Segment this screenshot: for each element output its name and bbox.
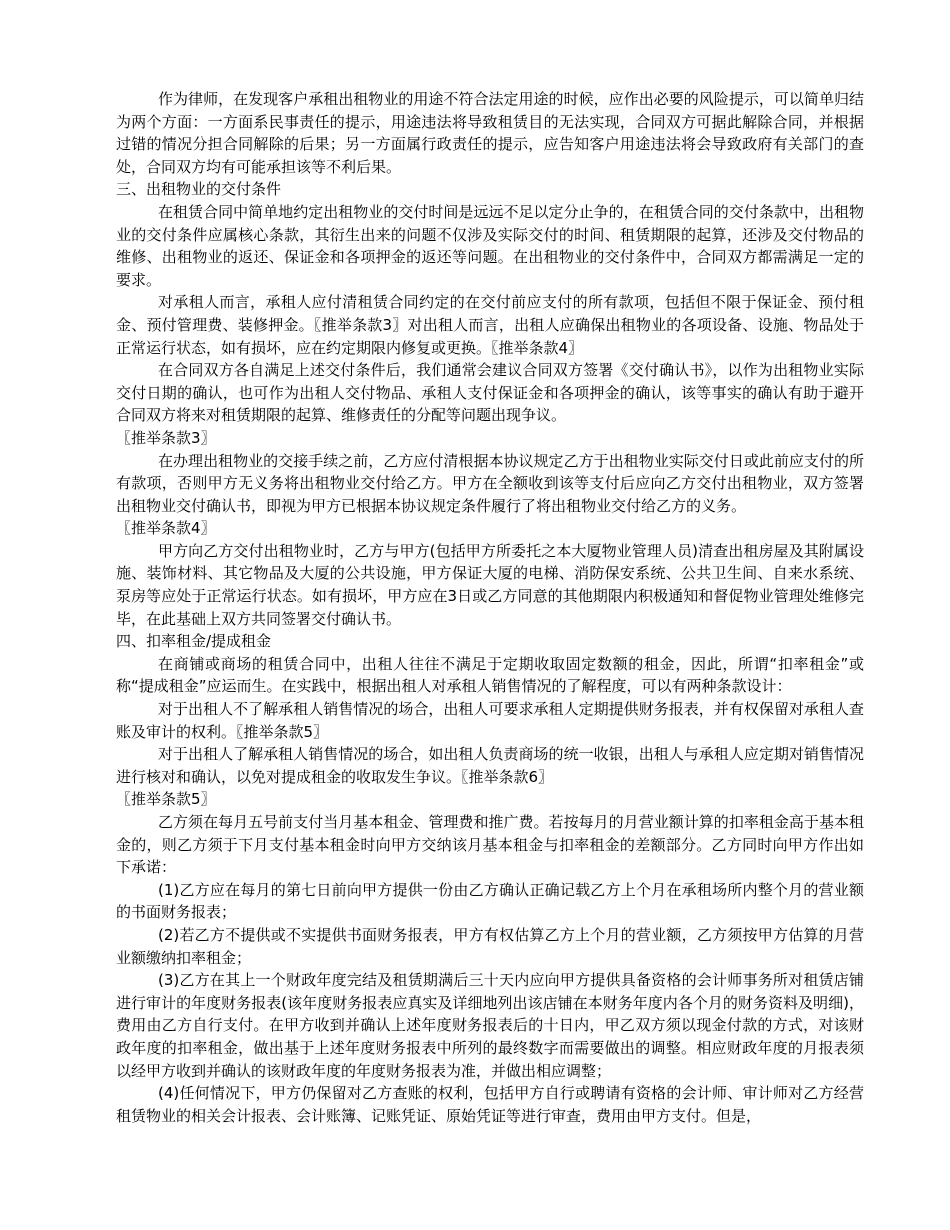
paragraph-delivery-confirmation: 在合同双方各自满足上述交付条件后，我们通常会建议合同双方签署《交付确认书》，以作为出租物业实际交付日期的确认，也可作为出租人交付物品、承租人支付保证金和各项押金的确认，该等事实的确认有助于避开合同双方将来对租赁期限的起算、维修责任的分配等问题出现争议。 — [116, 361, 864, 425]
paragraph-delivery-core-clause: 在租赁合同中简单地约定出租物业的交付时间是远远不足以定分止争的，在租赁合同的交付条款中，出租物业的交付条件应属核心条款，其衍生出来的问题不仅涉及实际交付的时间、租赁期限的起算，还涉及交付物品的维修、出租物业的返还、保证金和各项押金的返还等问题。在出租物业的交付条件中，合同双方都需满足一定的要求。 — [116, 202, 864, 289]
paragraph-known-sales-case: 对于出租人了解承租人销售情况的场合，如出租人负责商场的统一收银，出租人与承租人应定期对销售情况进行核对和确认，以免对提成租金的收取发生争议。〖推举条款6〗 — [116, 745, 864, 786]
clause-5-item-4: (4)任何情况下，甲方仍保留对乙方查账的权利，包括甲方自行或聘请有资格的会计师、审计师对乙方经营租赁物业的相关会计报表、会计账簿、记账凭证、原始凭证等进行审查，费用由甲方支付。但是， — [116, 1084, 864, 1125]
section-heading-percentage-rent: 四、扣率租金/提成租金 — [116, 632, 272, 651]
clause-label-4: 〖推举条款4〗 — [116, 519, 216, 538]
section-heading-delivery-conditions: 三、出租物业的交付条件 — [116, 180, 282, 199]
clause-label-3: 〖推举条款3〗 — [116, 428, 216, 447]
paragraph-lawyer-risk-warning: 作为律师，在发现客户承租出租物业的用途不符合法定用途的时候，应作出必要的风险提示，可以简单归结为两个方面：一方面系民事责任的提示，用途违法将导致租赁目的无法实现，合同双方可据此解除合同，并根据过错的情况分担合同解除的后果；另一方面属行政责任的提示，应告知客户用途违法将会导致政府有关部门的查处，合同双方均有可能承担该等不利后果。 — [116, 90, 864, 176]
clause-5-text: 乙方须在每月五号前支付当月基本租金、管理费和推广费。若按每月的月营业额计算的扣率租金高于基本租金的，则乙方须于下月支付基本租金时向甲方交纳该月基本租金与扣率租金的差额部分。乙方同时向甲方作出如下承诺： — [116, 813, 864, 877]
clause-5-item-1: (1)乙方应在每月的第七日前向甲方提供一份由乙方确认正确记载乙方上个月在承租场所内整个月的营业额的书面财务报表； — [116, 880, 864, 922]
document-body — [116, 88, 864, 1127]
paragraph-tenant-landlord-obligations: 对承租人而言，承租人应付清租赁合同约定的在交付前应支付的所有款项，包括但不限于保证金、预付租金、预付管理费、装修押金。〖推举条款3〗对出租人而言，出租人应确保出租物业的各项设备、设施、物品处于正常运行状态，如有损坏，应在约定期限内修复或更换。〖推举条款4〗 — [116, 293, 864, 357]
clause-label-5: 〖推举条款5〗 — [116, 790, 216, 809]
paragraph-percentage-rent-intro: 在商铺或商场的租赁合同中，出租人往往不满足于定期收取固定数额的租金，因此，所谓“扣率租金”或称“提成租金”应运而生。在实践中，根据出租人对承租人销售情况的了解程度，可以有两种条款设计： — [116, 654, 864, 696]
paragraph-unknown-sales-case: 对于出租人不了解承租人销售情况的场合，出租人可要求承租人定期提供财务报表，并有权保留对承租人查账及审计的权利。〖推举条款5〗 — [116, 700, 864, 741]
clause-3-text: 在办理出租物业的交接手续之前，乙方应付清根据本协议规定乙方于出租物业实际交付日或此前应支付的所有款项，否则甲方无义务将出租物业交付给乙方。甲方在全额收到该等支付后应向乙方交付出租物业，双方签署出租物业交付确认书，即视为甲方已根据本协议规定条件履行了将出租物业交付给乙方的义务。 — [116, 451, 864, 515]
clause-5-item-3: (3)乙方在其上一个财政年度完结及租赁期满后三十天内应向甲方提供具备资格的会计师事务所对租赁店铺进行审计的年度财务报表(该年度财务报表应真实及详细地列出该店铺在本财务年度内各个月的财务资料及明细)，费用由乙方自行支付。在甲方收到并确认上述年度财务报表后的十日内，甲乙双方须以现金付款的方式，对该财政年度的扣率租金，做出基于上述年度财务报表中所列的最终数字而需要做出的调整。相应财政年度的月报表须以经甲方收到并确认的该财政年度的年度财务报表为准，并做出相应调整； — [116, 971, 864, 1080]
clause-5-item-2: (2)若乙方不提供或不实提供书面财务报表，甲方有权估算乙方上个月的营业额，乙方须按甲方估算的月营业额缴纳扣率租金； — [116, 925, 864, 967]
clause-4-text: 甲方向乙方交付出租物业时，乙方与甲方(包括甲方所委托之本大厦物业管理人员)清查出租房屋及其附属设施、装饰材料、其它物品及大厦的公共设施，甲方保证大厦的电梯、消防保安系统、公共卫生间、自来水系统、泵房等应处于正常运行状态。如有损坏，甲方应在3日或乙方同意的其他期限内积极通知和督促物业管理处维修完毕，在此基础上双方共同签署交付确认书。 — [116, 541, 864, 628]
